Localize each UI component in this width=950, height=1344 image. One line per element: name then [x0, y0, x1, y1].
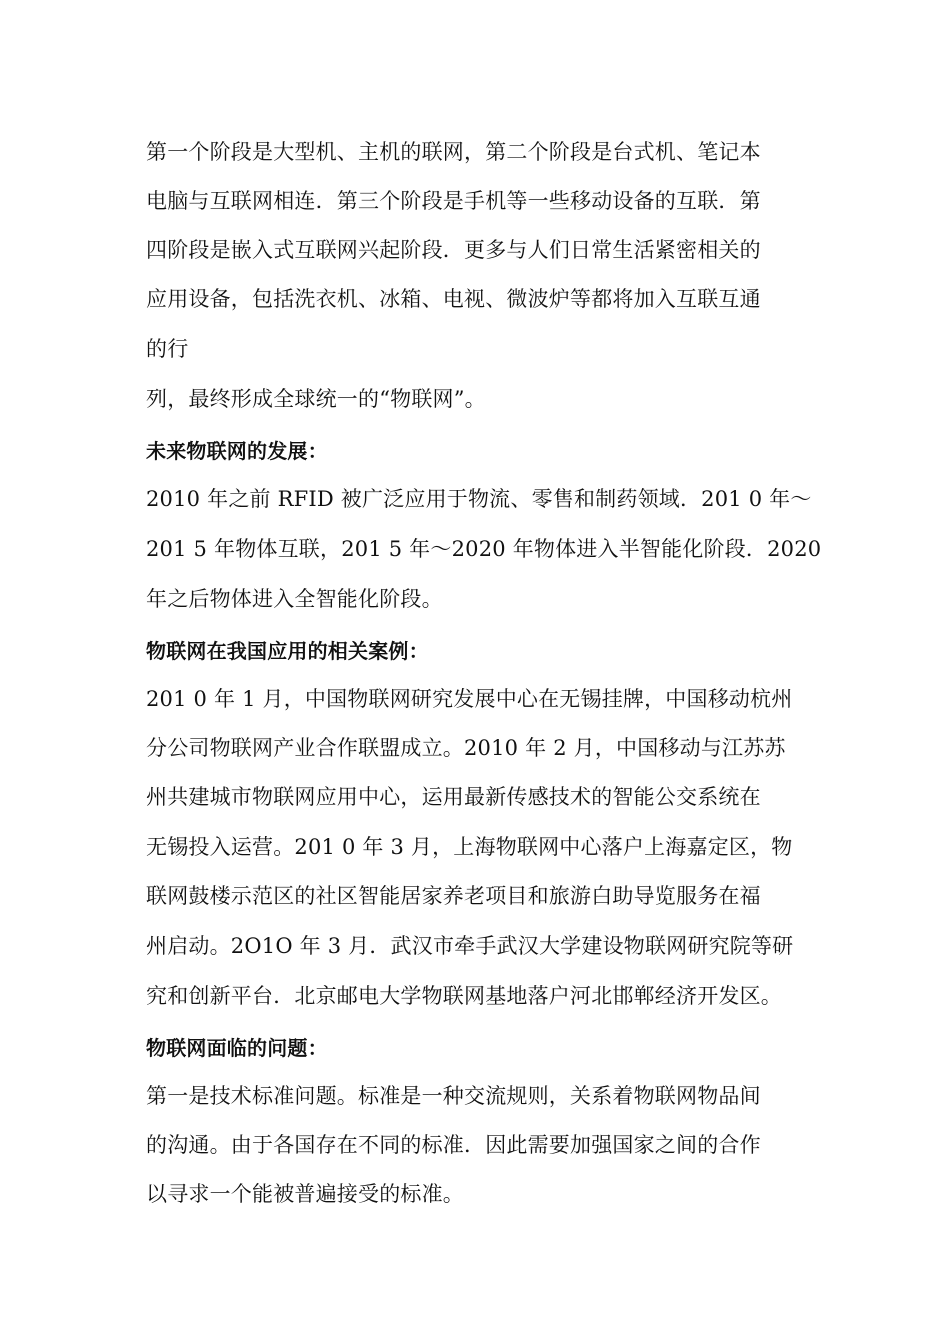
heading-application-cases: 物联网在我国应用的相关案例： [146, 639, 429, 663]
paragraph-2-line-2: 201 5 年物体互联，201 5 年～2020 年物体进入半智能化阶段．2020 [146, 537, 822, 561]
paragraph-3-line-7: 究和创新平台．北京邮电大学物联网基地落户河北邯郸经济开发区。 [146, 984, 782, 1008]
heading-future-development: 未来物联网的发展： [146, 439, 328, 463]
paragraph-3-line-2: 分公司物联网产业合作联盟成立。2010 年 2 月，中国移动与江苏苏 [146, 736, 786, 760]
paragraph-3-line-1: 201 0 年 1 月，中国物联网研究发展中心在无锡挂牌，中国移动杭州 [146, 687, 793, 711]
paragraph-3-line-3: 州共建城市物联网应用中心，运用最新传感技术的智能公交系统在 [146, 785, 761, 809]
paragraph-4-line-3: 以寻求一个能被普遍接受的标准。 [146, 1182, 464, 1206]
paragraph-1-line-3: 四阶段是嵌入式互联网兴起阶段．更多与人们日常生活紧密相关的 [146, 238, 761, 262]
paragraph-4-line-1: 第一是技术标准问题。标准是一种交流规则，关系着物联网物品间 [146, 1084, 761, 1108]
paragraph-1-line-1: 第一个阶段是大型机、主机的联网，第二个阶段是台式机、笔记本 [146, 140, 761, 164]
paragraph-4-line-2: 的沟通。由于各国存在不同的标准．因此需要加强国家之间的合作 [146, 1133, 761, 1157]
heading-problems: 物联网面临的问题： [146, 1036, 328, 1060]
paragraph-3-line-4: 无锡投入运营。201 0 年 3 月，上海物联网中心落户上海嘉定区，物 [146, 835, 793, 859]
paragraph-2-line-1: 2010 年之前 RFID 被广泛应用于物流、零售和制药领域．201 0 年～ [146, 487, 812, 511]
paragraph-3-line-6: 州启动。2O1O 年 3 月．武汉市牵手武汉大学建设物联网研究院等研 [146, 934, 794, 958]
paragraph-1-line-2: 电脑与互联网相连．第三个阶段是手机等一些移动设备的互联．第 [146, 189, 761, 213]
paragraph-1-line-4: 应用设备，包括洗衣机、冰箱、电视、微波炉等都将加入互联互通 [146, 287, 761, 311]
paragraph-1-line-6: 列，最终形成全球统一的“物联网”。 [146, 387, 486, 411]
paragraph-2-line-3: 年之后物体进入全智能化阶段。 [146, 587, 443, 611]
paragraph-3-line-5: 联网鼓楼示范区的社区智能居家养老项目和旅游白助导览服务在福 [146, 884, 761, 908]
paragraph-1-line-5: 的行 [146, 337, 189, 361]
